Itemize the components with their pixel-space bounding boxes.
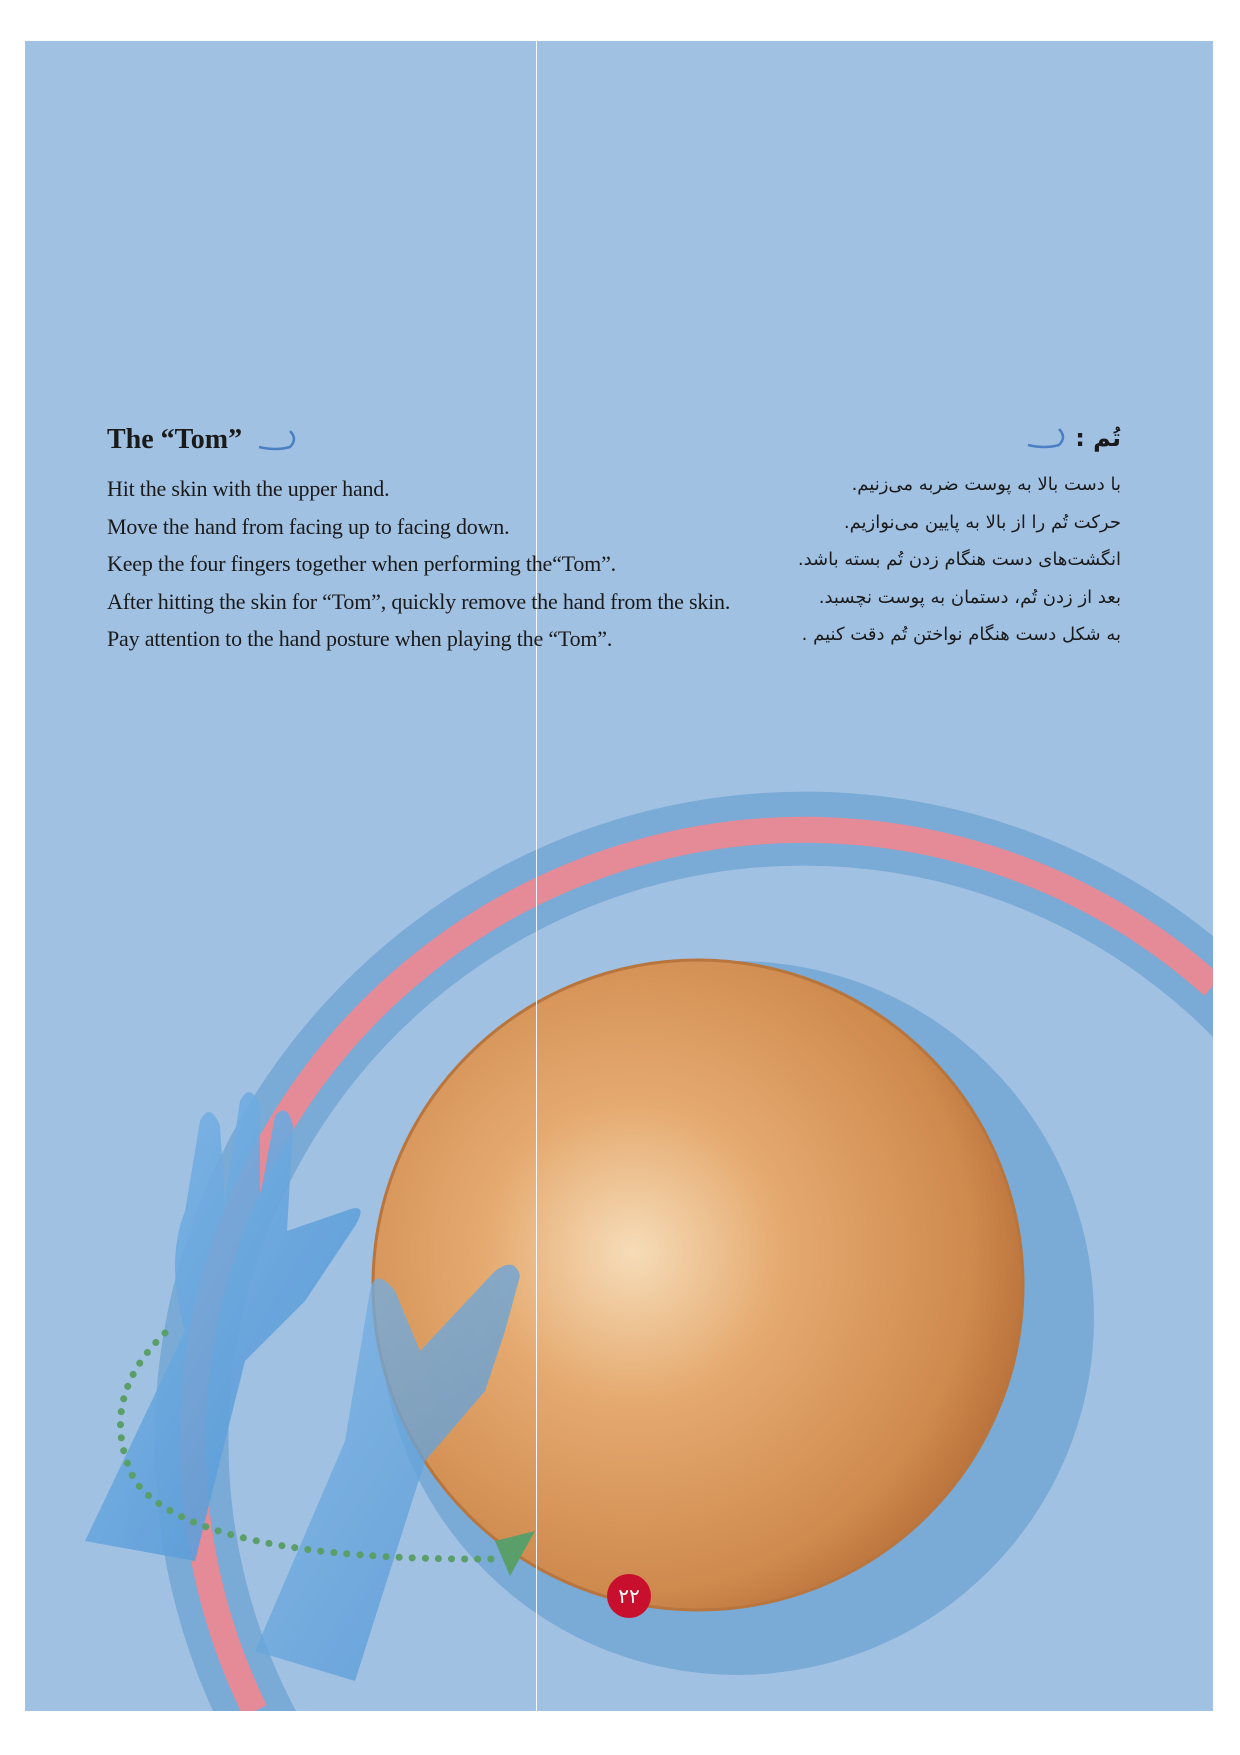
persian-line: حرکت تُم را از بالا به پایین می‌نوازیم.	[843, 511, 1121, 533]
english-line: After hitting the skin for “Tom”, quickly remove the hand from the skin.	[107, 588, 731, 614]
persian-line: با دست بالا به پوست ضربه می‌زنیم.	[851, 474, 1121, 495]
page-fold-line	[536, 41, 537, 1711]
illustration	[25, 41, 1213, 1711]
english-section	[107, 424, 730, 658]
english-title	[107, 424, 730, 456]
persian-line: انگشت‌های دست هنگام زدن تُم بسته باشد.	[797, 549, 1121, 570]
tom-notation-stroke-icon	[1025, 425, 1067, 451]
english-line: Hit the skin with the upper hand.	[107, 476, 390, 501]
book-page	[25, 41, 1213, 1711]
page-number-badge: ۲۲	[607, 1574, 651, 1618]
persian-section	[798, 424, 1121, 654]
persian-title	[798, 424, 1121, 452]
english-line: Pay attention to the hand posture when playing the “Tom”.	[107, 626, 613, 651]
tom-notation-stroke-icon	[256, 427, 298, 453]
persian-line: به شکل دست هنگام نواختن تُم دقت کنیم .	[801, 624, 1121, 645]
english-line: Keep the four fingers together when performing the“Tom”.	[107, 551, 616, 576]
title-text: The “Tom”	[107, 424, 243, 455]
drum-skin	[373, 960, 1023, 1610]
persian-line: بعد از زدن تُم، دستمان به پوست نچسبد.	[818, 586, 1121, 608]
title-text: تُم :	[1075, 424, 1121, 452]
english-line: Move the hand from facing up to facing down.	[107, 513, 510, 539]
